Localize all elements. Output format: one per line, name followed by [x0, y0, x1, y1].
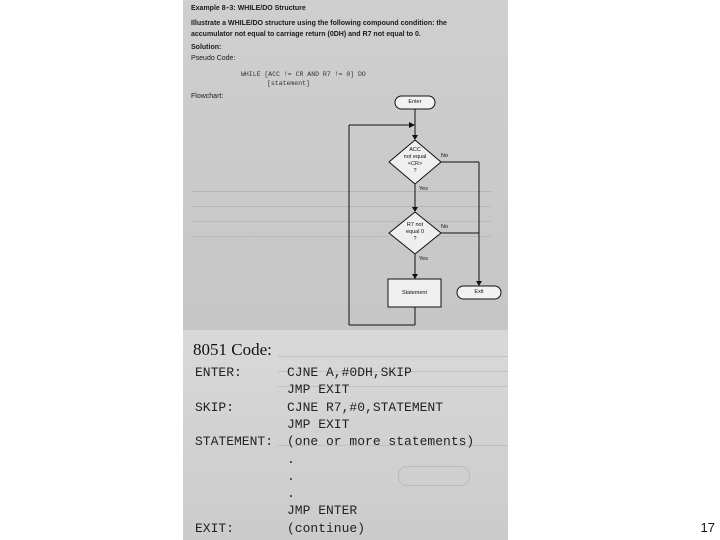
solution-label: Solution: [191, 44, 222, 51]
code-label: EXIT: [195, 520, 235, 536]
code-instruction: CJNE R7,#0,STATEMENT [287, 399, 444, 415]
no-label-2: No [441, 224, 449, 230]
pseudo-code-label: Pseudo Code: [191, 55, 236, 62]
code-instruction: JMP EXIT [287, 382, 350, 398]
flowchart [183, 0, 508, 330]
example-prompt-line1: Illustrate a WHILE/DO structure using the following compound condition: the [191, 20, 447, 27]
code-instruction: (continue) [287, 520, 366, 536]
enter-label: Enter [408, 99, 422, 105]
yes-label-1: Yes [419, 186, 428, 192]
textbook-page-region [183, 0, 508, 330]
code-label: SKIP: [195, 399, 235, 415]
code-label: STATEMENT: [195, 434, 274, 450]
cond2-line3: ? [413, 236, 417, 242]
yes-label-2: Yes [419, 256, 428, 262]
cond1-line4: ? [413, 168, 417, 174]
pseudo-code-line2: [statement] [267, 80, 310, 87]
code-instruction: JMP ENTER [287, 503, 358, 519]
pseudo-code-line1: WHILE [ACC != CR AND R7 != 0] DO [241, 71, 366, 78]
no-label-1: No [441, 153, 449, 159]
cond1-line1: ACC [409, 147, 421, 153]
code-title: 8051 Code: [193, 340, 272, 359]
code-instruction: CJNE A,#0DH,SKIP [287, 365, 412, 380]
code-instruction: (one or more statements) [287, 434, 475, 450]
scanned-page [183, 0, 508, 540]
example-title: Example 8–3: WHILE/DO Structure [191, 5, 306, 12]
example-prompt-line2: accumulator not equal to carriage return (0DH) and R7 not equal to 0. [191, 31, 421, 38]
cond2-line1: R7 not [406, 222, 424, 228]
cond1-line3: <CR> [407, 161, 423, 167]
code-instruction: . [287, 468, 295, 484]
flowchart-label: Flowchart: [191, 93, 224, 100]
exit-label: Exit [474, 289, 484, 295]
cond2-line2: equal 0 [405, 229, 425, 235]
code-instruction: . [287, 486, 295, 502]
code-instruction: JMP EXIT [287, 416, 350, 432]
page-number: 17 [700, 520, 715, 535]
statement-label: Statement [401, 290, 428, 296]
code-label: ENTER: [195, 365, 242, 380]
cond1-line2: not equal [403, 154, 427, 160]
code-instruction: . [287, 451, 295, 467]
